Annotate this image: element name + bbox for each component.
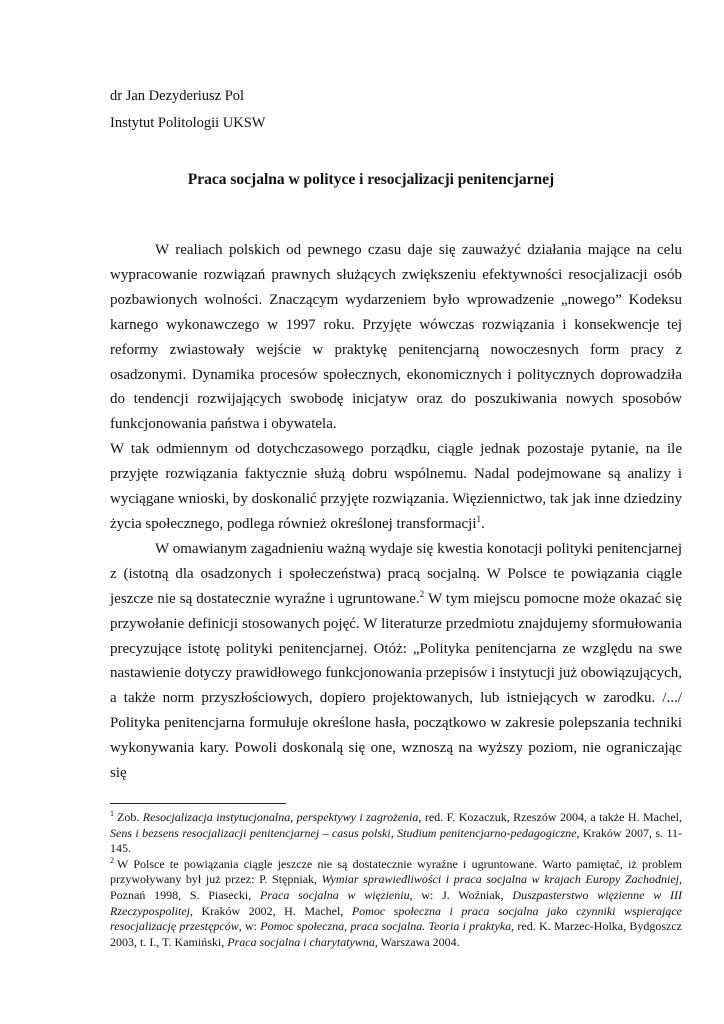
footnote-2-text-3: , w: J. Woźniak, bbox=[409, 887, 513, 902]
footnote-2-title-5: Pomoc społeczna, praca socjalna. Teoria i praktyka bbox=[260, 919, 512, 934]
footnote-1-title-1: Resocjalizacja instytucjonalna, perspektywy i zagrożenia bbox=[142, 810, 419, 824]
footnote-1-number: 1 bbox=[110, 809, 114, 818]
footnote-2-text-4: , Kraków 2002, H. Machel, bbox=[189, 903, 352, 918]
paragraph-3 bbox=[110, 537, 682, 786]
footnote-2-title-2: Praca socjalna w więzieniu bbox=[260, 887, 410, 902]
footnote-2-text: W Polsce te powiązania ciągle jeszcze nie są dostatecznie wyraźne i ugruntowane. Warto pamiętać, iż problem przywoływany był już przez: P. Stępniak, bbox=[110, 856, 682, 887]
footnote-2 bbox=[110, 857, 682, 951]
author-institute: Instytut Politologii UKSW bbox=[110, 115, 266, 131]
footnote-1-text-2: , red. F. Kozaczuk, Rzeszów 2004, a także H. Machel, bbox=[418, 810, 682, 824]
author-name: dr Jan Dezyderiusz Pol bbox=[110, 88, 245, 104]
footnote-ref-1[interactable]: 1 bbox=[476, 513, 482, 524]
paragraph-1: W realiach polskich od pewnego czasu daje się zauważyć działania mające na celu wypracowanie rozwiązań prawnych służących zwiększeniu efektywności resocjalizacji osób pozbawionych wolności. Znaczącym wydarzeniem było wprowadzenie „nowego” Kodeksu karnego wykonawczego w 1997 roku. Przyjęte wówczas rozwiązania i konsekwencje tej reformy zwiastowały wejście w praktykę penitencjarną nowoczesnych form pracy z osadzonymi. Dynamika procesów społecznych, ekonomicznych i politycznych doprowadziła do tendencji rozwijających swobodę inicjatyw oraz do poszukiwania nowych sposobów funkcjonowania państwa i obywatela. bbox=[110, 242, 682, 433]
footnote-2-title-3: Duszpasterstwo więzienne w III Rzeczypospolitej bbox=[110, 887, 683, 918]
footnote-1 bbox=[110, 810, 682, 857]
footnote-2-number: 2 bbox=[110, 855, 114, 865]
footnote-ref-2[interactable]: 2 bbox=[419, 588, 425, 599]
footnote-2-title-4: Pomoc społeczna i praca socjalna jako czynniki wspierające resocjalizację przestępców bbox=[110, 903, 682, 934]
paragraph-2-end: . bbox=[481, 515, 485, 532]
footnotes bbox=[110, 810, 682, 950]
footnote-2-text-2: Poznań 1998, S. Piasecki, bbox=[110, 887, 260, 902]
footnote-2-text-7: , Warszawa 2004. bbox=[374, 934, 460, 949]
paragraph-3-text-a: W omawianym zagadnieniu ważną wydaje się kwestia konotacji polityki penitencjarnej z (istotną dla osadzonych i społeczeństwa) pracą socjalną. W Polsce te powiązania ciągle jeszcze nie są dostatecznie wyraźne i ugruntowane. bbox=[110, 540, 682, 607]
footnote-1-title-2: Sens i bezsens resocjalizacji penitencjarnej – casus polski, Studium penitencjarno-pedagogiczne bbox=[110, 825, 577, 840]
footnote-2-text-6: , red. K. Marzec-Holka, Bydgoszcz 2003, t. I., T. Kamiński, bbox=[110, 919, 683, 949]
footnote-1-text-3: , Kraków 2007, s. 11-145. bbox=[110, 825, 683, 856]
body-text bbox=[110, 238, 682, 786]
footnote-1-text: Zob. bbox=[117, 810, 143, 824]
footnote-2-title-1: Wymiar sprawiedliwości i praca socjalna w krajach Europy Zachodniej, bbox=[321, 872, 682, 887]
paragraph-2-text: W tak odmiennym od dotychczasowego porządku, ciągle jednak pozostaje pytanie, na ile przyjęte rozwiązania faktycznie służą dobru wspólnemu. Nadal podejmowane są analizy i wyciągane wnioski, by doskonalić przyjęte rozwiązania. Więziennictwo, tak jak inne dziedziny życia społecznego, podlega również określonej transformacji bbox=[110, 441, 682, 532]
footnote-separator bbox=[110, 803, 286, 804]
footnote-2-text-5: , w: bbox=[238, 919, 261, 934]
footnote-2-title-6: Praca socjalna i charytatywna bbox=[227, 934, 375, 949]
document-title: Praca socjalna w polityce i resocjalizacji penitencjarnej bbox=[187, 171, 555, 188]
paragraph-2 bbox=[110, 437, 682, 537]
paragraph-3-text-b: W tym miejscu pomocne może okazać się przywołanie definicji stosowanych pojęć. W literaturze przedmiotu znajdujemy sformułowania precyzujące istotę polityki penitencjarnej. Otóż: „Polityka penitencjarna ze względu na swe nastawienie dotyczy prawidłowego funkcjonowania przepisów i instytucji już obowiązujących, a także norm przyszłościowych, dopiero projektowanych, lub istniejących w zarodku. /.../ Polityka penitencjarna formułuje określone hasła, początkowo w zakresie polepszania techniki wykonywania kary. Powoli doskonalą się one, wznoszą na wyższy poziom, nie ograniczając się bbox=[110, 590, 682, 782]
